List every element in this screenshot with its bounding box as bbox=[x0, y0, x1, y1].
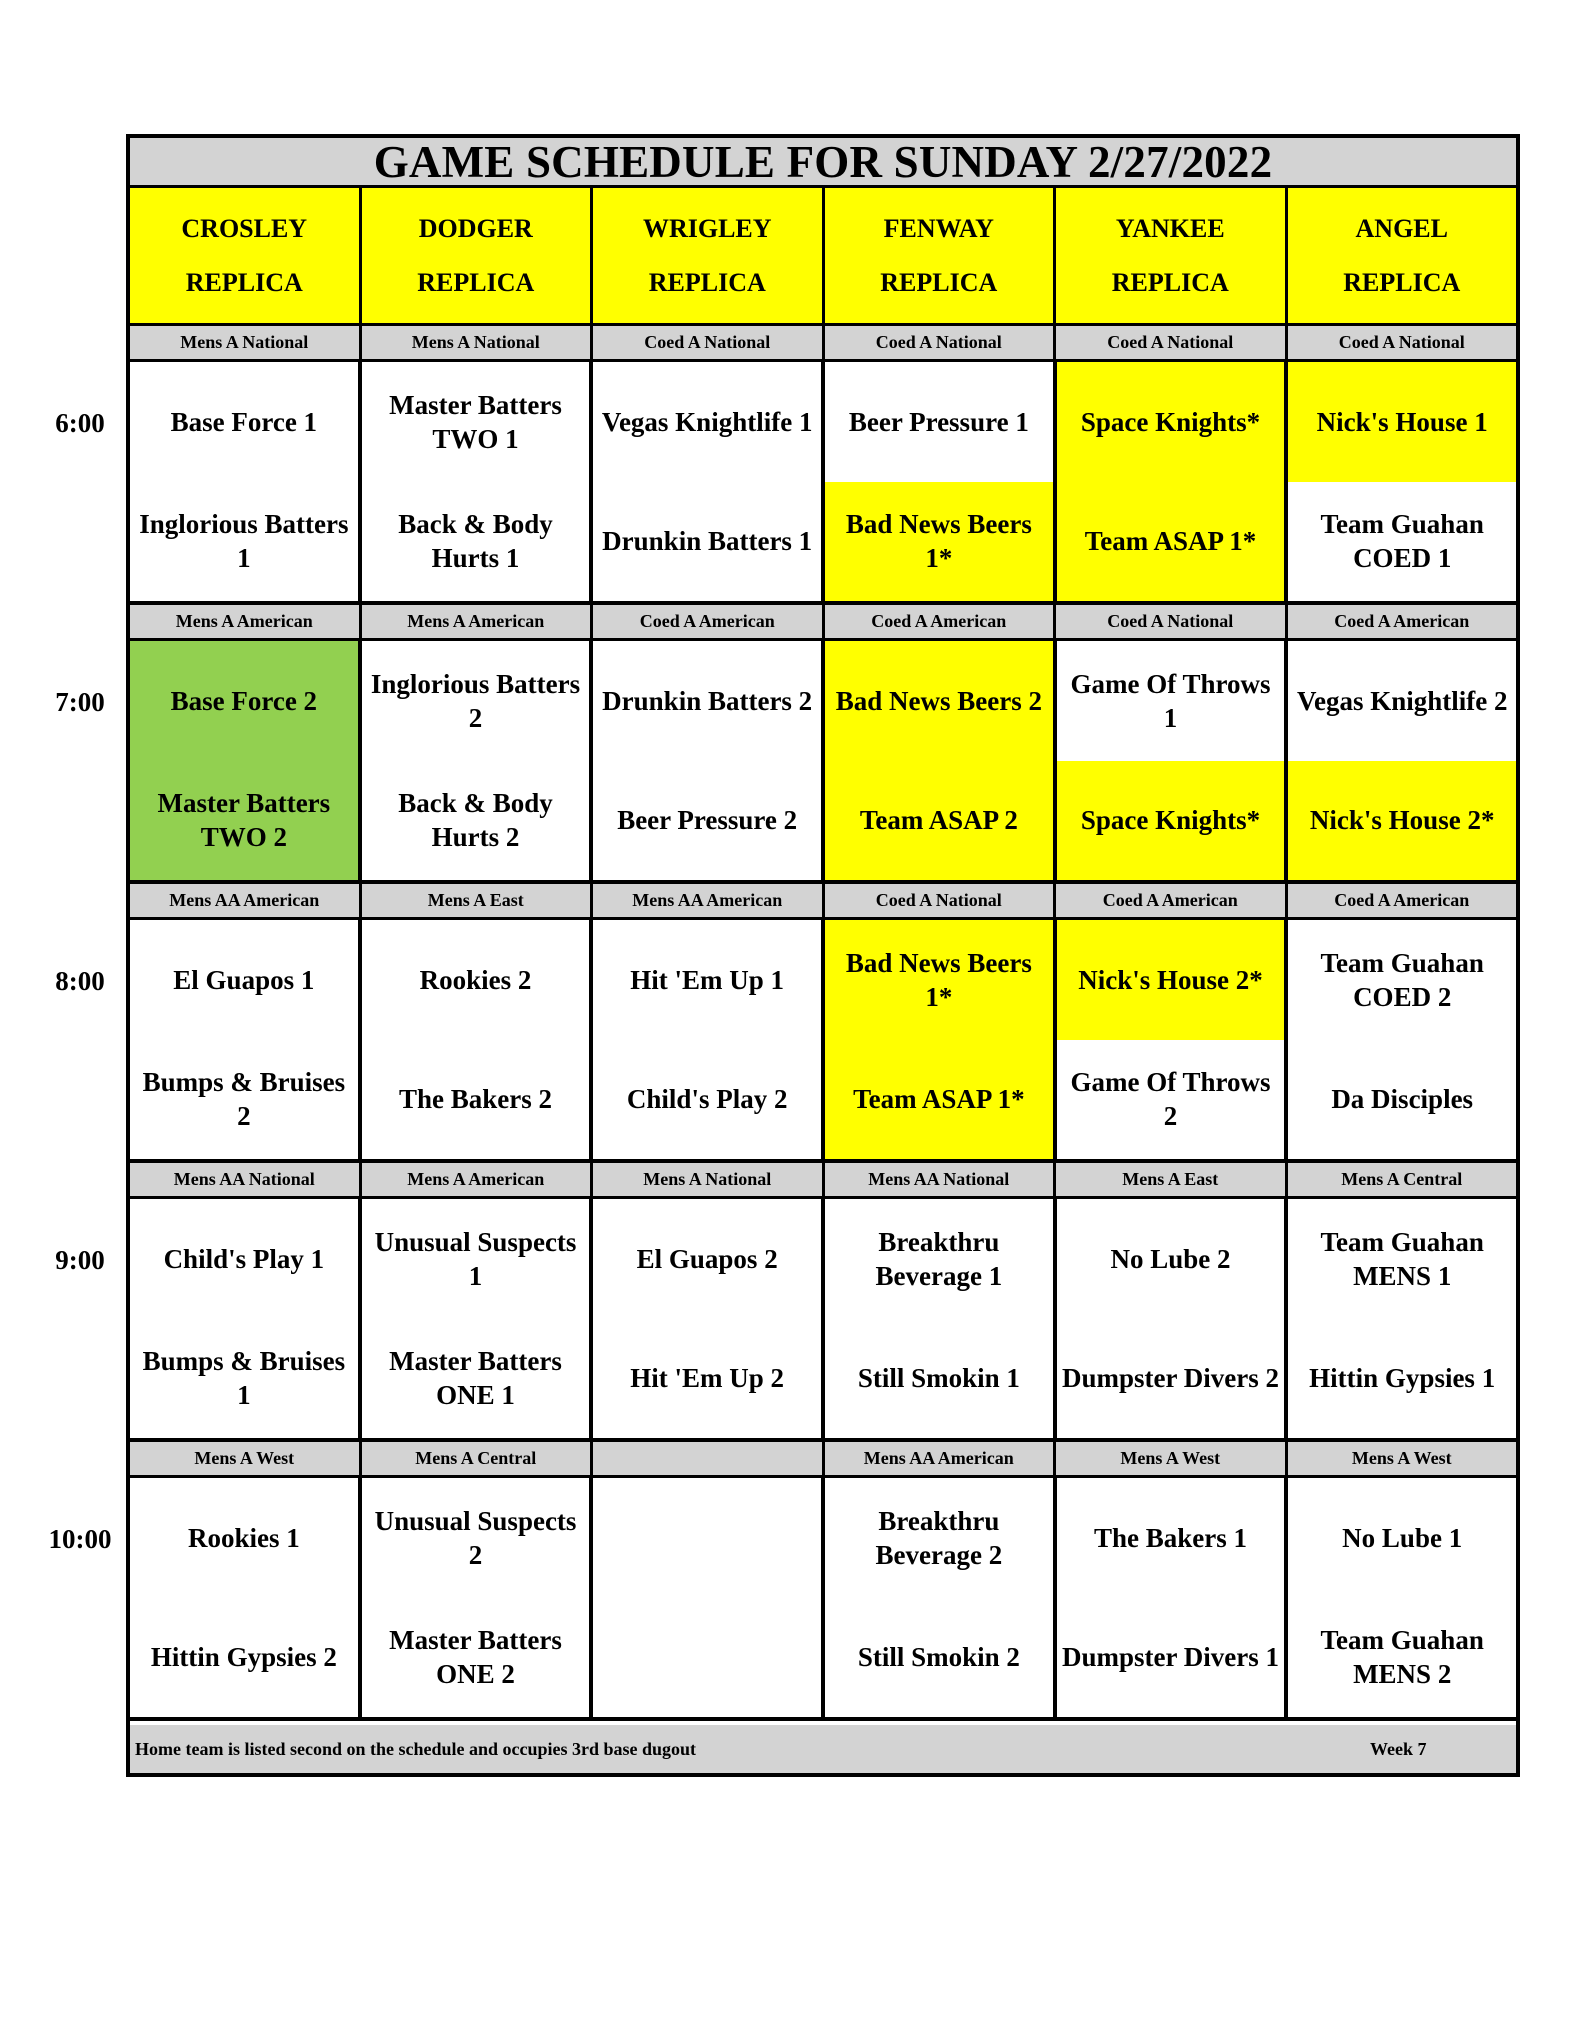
games-row bbox=[130, 362, 1516, 605]
division-row bbox=[130, 605, 1516, 641]
home-team: Inglorious Batters 1 bbox=[139, 509, 349, 574]
venue-angel bbox=[1288, 188, 1517, 326]
game-cell bbox=[362, 1199, 594, 1442]
game-cell bbox=[825, 1478, 1057, 1721]
game-cell bbox=[825, 1199, 1057, 1442]
away-team: Vegas Knightlife 2 bbox=[1296, 685, 1508, 716]
home-team: Beer Pressure 2 bbox=[617, 805, 798, 836]
time-label: 9:00 bbox=[55, 1245, 105, 1275]
away-team: Breakthru Beverage 1 bbox=[875, 1226, 1003, 1291]
division-label: Coed A National bbox=[1288, 326, 1517, 362]
venue-wrigley bbox=[593, 188, 825, 326]
game-cell bbox=[593, 641, 825, 884]
game-cell bbox=[1288, 1199, 1516, 1442]
division-label: Mens A American bbox=[362, 1163, 594, 1199]
venue-sub: REPLICA bbox=[417, 267, 535, 297]
venue-name: WRIGLEY bbox=[642, 213, 772, 243]
game-cell bbox=[825, 362, 1057, 605]
division-label: Mens A East bbox=[1056, 1163, 1288, 1199]
home-team: Hittin Gypsies 1 bbox=[1309, 1363, 1496, 1394]
footer bbox=[130, 1725, 1516, 1773]
game-cell bbox=[362, 641, 594, 884]
away-team: Rookies 2 bbox=[419, 964, 532, 995]
away-team: Drunkin Batters 2 bbox=[602, 685, 813, 716]
game-cell bbox=[362, 362, 594, 605]
game-cell bbox=[1057, 1199, 1289, 1442]
game-cell bbox=[130, 1478, 362, 1721]
venue-name: YANKEE bbox=[1115, 213, 1225, 243]
away-team: No Lube 2 bbox=[1110, 1243, 1231, 1274]
games-row bbox=[130, 1199, 1516, 1442]
division-label: Mens A Central bbox=[362, 1442, 594, 1478]
division-label: Mens A East bbox=[362, 884, 594, 920]
away-team: Game Of Throws 1 bbox=[1070, 668, 1271, 733]
game-cell bbox=[362, 1478, 594, 1721]
venue-name: FENWAY bbox=[883, 213, 994, 243]
game-cell bbox=[593, 1478, 825, 1721]
venue-dodger bbox=[362, 188, 594, 326]
away-team: Base Force 2 bbox=[130, 641, 358, 761]
home-team: Bad News Beers 1* bbox=[825, 482, 1053, 602]
venue-sub: REPLICA bbox=[648, 267, 766, 297]
time-label: 6:00 bbox=[55, 408, 105, 438]
away-team: Base Force 1 bbox=[170, 406, 318, 437]
home-team: Team ASAP 1* bbox=[1057, 482, 1285, 602]
venue-yankee bbox=[1056, 188, 1288, 326]
home-team: Master Batters ONE 2 bbox=[389, 1625, 562, 1690]
division-label: Coed A National bbox=[593, 326, 825, 362]
home-team: Team Guahan MENS 2 bbox=[1320, 1625, 1484, 1690]
week-label: Week 7 bbox=[1370, 1738, 1427, 1759]
game-cell bbox=[593, 362, 825, 605]
away-team: Unusual Suspects 2 bbox=[374, 1505, 577, 1570]
time-slot-7 bbox=[130, 605, 1516, 884]
away-team: No Lube 1 bbox=[1342, 1522, 1463, 1553]
division-label: Mens A National bbox=[593, 1163, 825, 1199]
division-label: Mens AA National bbox=[130, 1163, 362, 1199]
division-label: Coed A American bbox=[1288, 605, 1517, 641]
venue-header-row bbox=[130, 188, 1516, 326]
away-team: El Guapos 1 bbox=[173, 964, 315, 995]
games-row bbox=[130, 920, 1516, 1163]
home-team: Master Batters ONE 1 bbox=[389, 1346, 562, 1411]
time-slot-6 bbox=[130, 326, 1516, 605]
division-label: Coed A National bbox=[1056, 605, 1288, 641]
home-team: Team ASAP 2 bbox=[825, 761, 1053, 881]
away-team: Nick's House 1 bbox=[1288, 362, 1516, 482]
division-label: Coed A National bbox=[825, 884, 1057, 920]
game-cell bbox=[362, 920, 594, 1163]
away-team: Unusual Suspects 1 bbox=[374, 1226, 577, 1291]
division-label: Mens A National bbox=[130, 326, 362, 362]
game-cell bbox=[1057, 1478, 1289, 1721]
division-label bbox=[593, 1442, 825, 1478]
away-team bbox=[593, 1478, 821, 1598]
home-team: Drunkin Batters 1 bbox=[602, 526, 813, 557]
division-label: Coed A American bbox=[1056, 884, 1288, 920]
venue-sub: REPLICA bbox=[1111, 267, 1229, 297]
division-label: Mens A Central bbox=[1288, 1163, 1517, 1199]
division-label: Mens A West bbox=[130, 1442, 362, 1478]
game-cell bbox=[593, 920, 825, 1163]
away-team: The Bakers 1 bbox=[1094, 1522, 1248, 1553]
division-label: Coed A American bbox=[825, 605, 1057, 641]
game-cell bbox=[825, 641, 1057, 884]
division-label: Mens AA National bbox=[825, 1163, 1057, 1199]
venue-fenway bbox=[825, 188, 1057, 326]
time-label: 10:00 bbox=[48, 1524, 112, 1554]
division-label: Mens AA American bbox=[825, 1442, 1057, 1478]
game-cell bbox=[130, 920, 362, 1163]
division-label: Coed A American bbox=[1288, 884, 1517, 920]
home-team: Still Smokin 2 bbox=[857, 1642, 1020, 1673]
time-slot-8 bbox=[130, 884, 1516, 1163]
away-team: Inglorious Batters 2 bbox=[370, 668, 581, 733]
venue-sub: REPLICA bbox=[1343, 267, 1461, 297]
division-row bbox=[130, 1163, 1516, 1199]
venue-name: CROSLEY bbox=[181, 213, 308, 243]
time-slot-10 bbox=[130, 1442, 1516, 1721]
home-team: Game Of Throws 2 bbox=[1070, 1067, 1271, 1132]
away-team: Master Batters TWO 1 bbox=[389, 389, 562, 454]
division-label: Coed A National bbox=[825, 326, 1057, 362]
division-label: Mens A American bbox=[130, 605, 362, 641]
home-team: Master Batters TWO 2 bbox=[130, 761, 358, 881]
game-cell bbox=[130, 1199, 362, 1442]
venue-name: ANGEL bbox=[1355, 213, 1448, 243]
venue-name: DODGER bbox=[418, 213, 533, 243]
game-cell bbox=[130, 362, 362, 605]
away-team: Team Guahan COED 2 bbox=[1320, 947, 1484, 1012]
time-label: 7:00 bbox=[55, 687, 105, 717]
game-cell bbox=[1288, 362, 1516, 605]
footer-note: Home team is listed second on the schedule and occupies 3rd base dugout bbox=[135, 1738, 697, 1759]
home-team: Team ASAP 1* bbox=[825, 1040, 1053, 1160]
away-team: Nick's House 2* bbox=[1057, 920, 1285, 1040]
home-team: Back & Body Hurts 2 bbox=[398, 788, 553, 853]
home-team: Bumps & Bruises 2 bbox=[142, 1067, 346, 1132]
games-row bbox=[130, 641, 1516, 884]
game-cell bbox=[1057, 641, 1289, 884]
home-team: The Bakers 2 bbox=[399, 1084, 553, 1115]
home-team: Team Guahan COED 1 bbox=[1320, 509, 1484, 574]
away-team: Rookies 1 bbox=[187, 1522, 300, 1553]
division-label: Mens A American bbox=[362, 605, 594, 641]
away-team: Vegas Knightlife 1 bbox=[601, 406, 813, 437]
home-team: Space Knights* bbox=[1057, 761, 1285, 881]
game-cell bbox=[1057, 362, 1289, 605]
home-team: Back & Body Hurts 1 bbox=[398, 509, 553, 574]
game-cell bbox=[130, 641, 362, 884]
venue-sub: REPLICA bbox=[880, 267, 998, 297]
home-team: Bumps & Bruises 1 bbox=[142, 1346, 346, 1411]
home-team: Da Disciples bbox=[1331, 1084, 1474, 1115]
page-title: GAME SCHEDULE FOR SUNDAY 2/27/2022 bbox=[130, 138, 1516, 188]
division-label: Mens A West bbox=[1056, 1442, 1288, 1478]
division-label: Mens A West bbox=[1288, 1442, 1517, 1478]
game-cell bbox=[1288, 1478, 1516, 1721]
home-team bbox=[593, 1598, 821, 1718]
division-row bbox=[130, 326, 1516, 362]
game-cell bbox=[1288, 641, 1516, 884]
division-label: Coed A American bbox=[593, 605, 825, 641]
home-team: Child's Play 2 bbox=[626, 1084, 788, 1115]
division-label: Mens AA American bbox=[593, 884, 825, 920]
games-row bbox=[130, 1478, 1516, 1721]
schedule-table bbox=[126, 134, 1520, 1777]
time-label: 8:00 bbox=[55, 966, 105, 996]
game-cell bbox=[1057, 920, 1289, 1163]
venue-crosley bbox=[130, 188, 362, 326]
division-row bbox=[130, 1442, 1516, 1478]
division-label: Mens A National bbox=[362, 326, 594, 362]
game-cell bbox=[1288, 920, 1516, 1163]
home-team: Hittin Gypsies 2 bbox=[150, 1642, 337, 1673]
division-label: Mens AA American bbox=[130, 884, 362, 920]
division-label: Coed A National bbox=[1056, 326, 1288, 362]
venue-sub: REPLICA bbox=[185, 267, 303, 297]
home-team: Hit 'Em Up 2 bbox=[630, 1363, 785, 1394]
away-team: Bad News Beers 2 bbox=[825, 641, 1053, 761]
home-team: Dumpster Divers 1 bbox=[1062, 1642, 1280, 1673]
division-row bbox=[130, 884, 1516, 920]
away-team: Team Guahan MENS 1 bbox=[1320, 1226, 1484, 1291]
away-team: Bad News Beers 1* bbox=[825, 920, 1053, 1040]
game-cell bbox=[825, 920, 1057, 1163]
away-team: Breakthru Beverage 2 bbox=[875, 1505, 1003, 1570]
game-cell bbox=[593, 1199, 825, 1442]
away-team: Hit 'Em Up 1 bbox=[630, 964, 785, 995]
home-team: Dumpster Divers 2 bbox=[1062, 1363, 1280, 1394]
away-team: El Guapos 2 bbox=[636, 1243, 778, 1274]
time-slot-9 bbox=[130, 1163, 1516, 1442]
away-team: Space Knights* bbox=[1057, 362, 1285, 482]
away-team: Child's Play 1 bbox=[163, 1243, 325, 1274]
away-team: Beer Pressure 1 bbox=[848, 406, 1029, 437]
home-team: Still Smokin 1 bbox=[857, 1363, 1020, 1394]
home-team: Nick's House 2* bbox=[1288, 761, 1516, 881]
